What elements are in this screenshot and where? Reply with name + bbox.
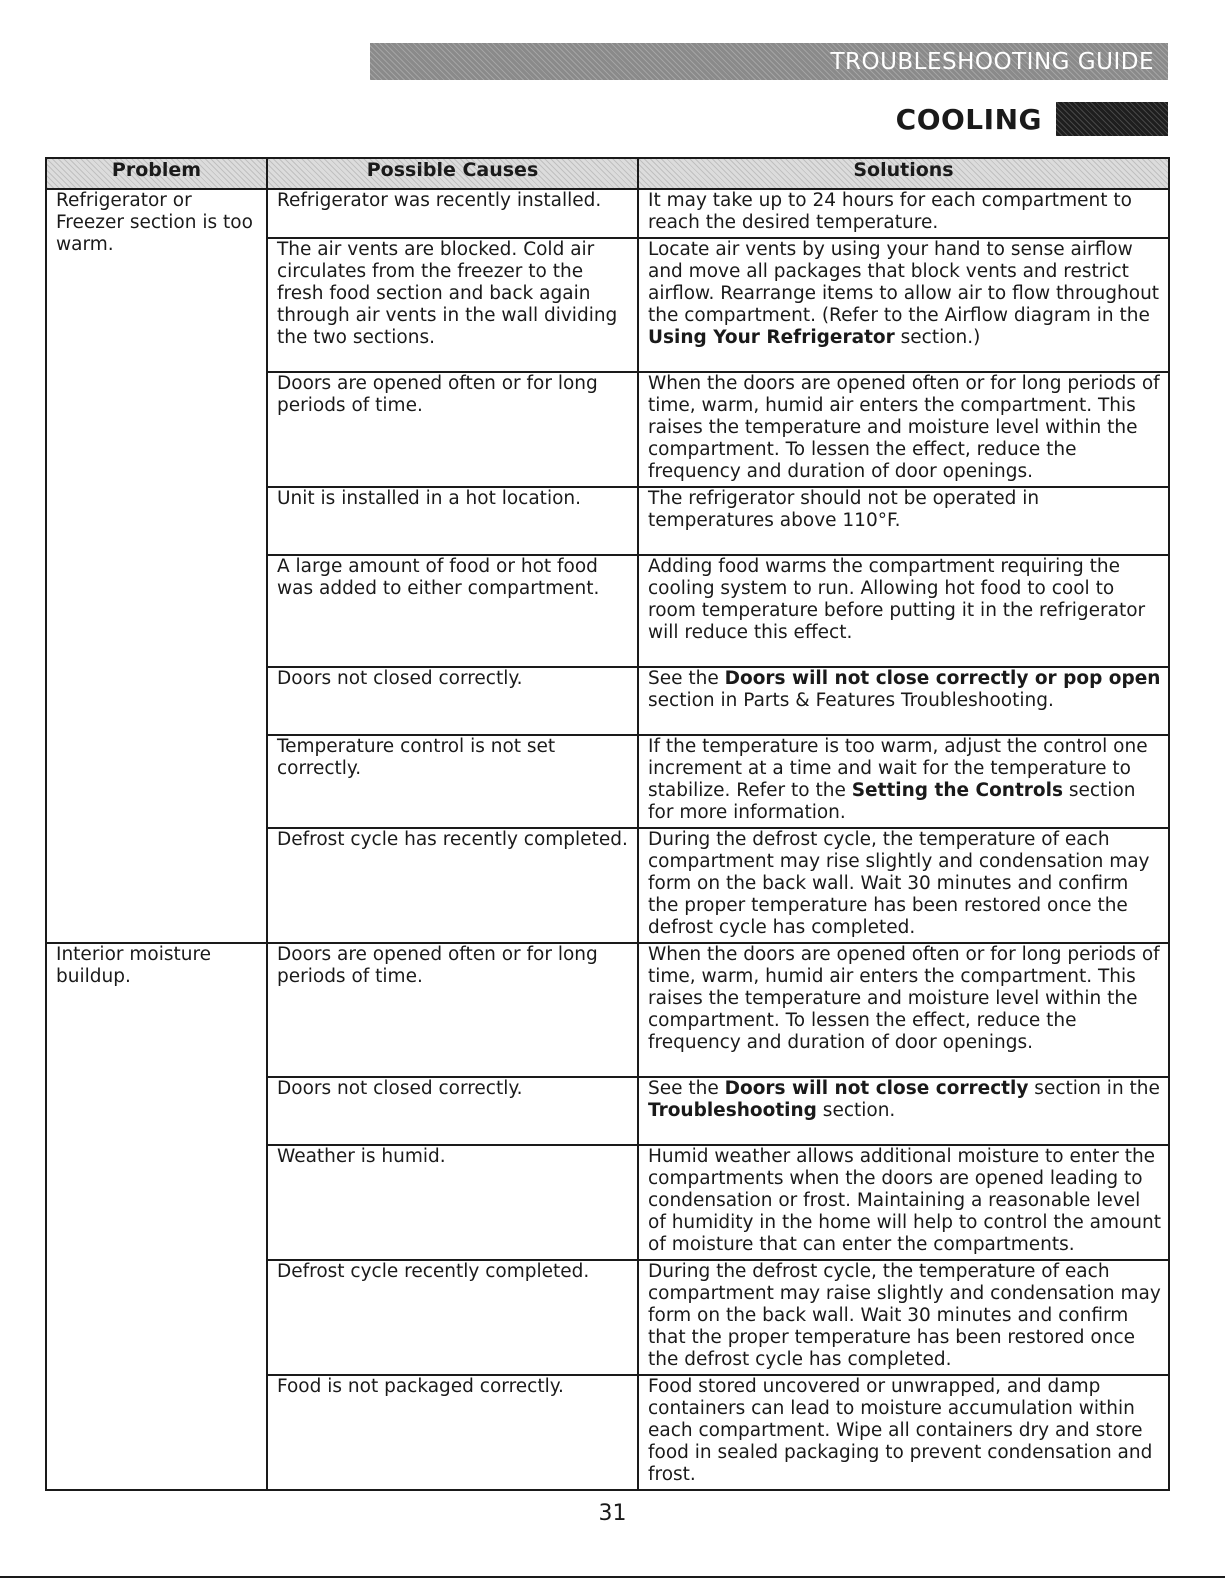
solution-cell (638, 735, 1169, 828)
cause-cell: Doors not closed correctly. (267, 667, 638, 735)
solution-cell (638, 487, 1169, 555)
section-title: COOLING (895, 102, 1042, 136)
section-heading (896, 102, 1168, 136)
cause-cell: Doors are opened often or for long periods of time. (267, 372, 638, 487)
cause-cell: Temperature control is not set correctly. (267, 735, 638, 828)
solution-text: section.) (894, 327, 981, 348)
solution-cell (638, 667, 1169, 735)
section-marker-block (1056, 102, 1168, 136)
table-header-row (46, 158, 1169, 189)
cause-cell: A large amount of food or hot food was added to either compartment. (267, 555, 638, 667)
solution-reference: Doors will not close correctly or pop open (724, 668, 1161, 689)
solution-cell (638, 1145, 1169, 1260)
solution-reference: Setting the Controls (851, 780, 1063, 801)
cause-cell: Unit is installed in a hot location. (267, 487, 638, 555)
troubleshooting-table (45, 157, 1170, 1491)
solution-text: See the (648, 1078, 725, 1099)
cause-cell: Food is not packaged correctly. (267, 1375, 638, 1490)
solution-cell (638, 1077, 1169, 1145)
solution-cell (638, 828, 1169, 943)
solution-reference: Using Your Refrigerator (648, 327, 895, 348)
solution-text: Humid weather allows additional moisture to enter the compartments when the doors are opened leading to condensation or frost. Maintaining a reasonable level of humidity in the home will help to control the amount of moisture that can enter the compartments. (648, 1146, 1161, 1255)
solution-reference: Doors will not close correctly (724, 1078, 1029, 1099)
section-banner (370, 43, 1168, 80)
solution-cell (638, 1375, 1169, 1490)
solution-text: The refrigerator should not be operated in temperatures above 110°F. (648, 488, 1040, 531)
cause-cell: Weather is humid. (267, 1145, 638, 1260)
solution-cell (638, 1260, 1169, 1375)
solution-text: Adding food warms the compartment requiring the cooling system to run. Allowing hot food to cool to room temperature before putting it in the refrigerator will reduce this effect. (648, 556, 1146, 643)
banner-title: TROUBLESHOOTING GUIDE (830, 48, 1154, 75)
solution-text: See the (648, 668, 725, 689)
solution-text: If the temperature is too warm, adjust the control one increment at a time and wait for the temperature to stabilize. Refer to the (648, 736, 1148, 801)
solution-text: section in the (1028, 1078, 1160, 1099)
cause-cell: The air vents are blocked. Cold air circulates from the freezer to the fresh food section and back again through air vents in the wall dividing the two sections. (267, 238, 638, 372)
cause-cell: Doors are opened often or for long periods of time. (267, 943, 638, 1077)
solution-text: When the doors are opened often or for long periods of time, warm, humid air enters the compartment. This raises the temperature and moisture level within the compartment. To lessen the effect, reduce the frequency and duration of door openings. (648, 373, 1160, 482)
solution-cell (638, 943, 1169, 1077)
column-header-problem: Problem (46, 158, 267, 189)
solution-cell (638, 555, 1169, 667)
solution-text: section for more information. (648, 780, 1136, 823)
solution-text: Locate air vents by using your hand to sense airflow and move all packages that block vents and restrict airflow. Rearrange items to allow air to flow throughout the compartment. (Refer to the Airflow diagram in the (648, 239, 1160, 326)
solution-cell (638, 189, 1169, 238)
problem-cell: Refrigerator or Freezer section is too warm. (46, 189, 267, 943)
solution-text: It may take up to 24 hours for each compartment to reach the desired temperature. (648, 190, 1132, 233)
column-header-causes: Possible Causes (267, 158, 638, 189)
bottom-rule (0, 1576, 1225, 1578)
solution-cell (638, 238, 1169, 372)
solution-cell (638, 372, 1169, 487)
cause-cell: Defrost cycle has recently completed. (267, 828, 638, 943)
solution-text: When the doors are opened often or for long periods of time, warm, humid air enters the compartment. This raises the temperature and moisture level within the compartment. To lessen the effect, reduce the frequency and duration of door openings. (648, 944, 1160, 1053)
cause-cell: Refrigerator was recently installed. (267, 189, 638, 238)
table-row (46, 189, 1169, 238)
solution-reference: Troubleshooting (648, 1100, 817, 1121)
solution-text: section in Parts & Features Troubleshooting. (648, 690, 1054, 711)
solution-text: During the defrost cycle, the temperature of each compartment may raise slightly and condensation may form on the back wall. Wait 30 minutes and confirm that the proper temperature has been restored once the defrost cycle has completed. (648, 1261, 1161, 1370)
column-header-solutions: Solutions (638, 158, 1169, 189)
solution-text: During the defrost cycle, the temperature of each compartment may rise slightly and condensation may form on the back wall. Wait 30 minutes and confirm the proper temperature has been restored once the defrost cycle has completed. (648, 829, 1150, 938)
page-number: 31 (598, 1501, 627, 1526)
problem-cell: Interior moisture buildup. (46, 943, 267, 1490)
solution-text: section. (816, 1100, 896, 1121)
cause-cell: Doors not closed correctly. (267, 1077, 638, 1145)
cause-cell: Defrost cycle recently completed. (267, 1260, 638, 1375)
solution-text: Food stored uncovered or unwrapped, and damp containers can lead to moisture accumulation within each compartment. Wipe all containers dry and store food in sealed packaging to prevent condensation and frost. (648, 1376, 1153, 1485)
table-row (46, 943, 1169, 1077)
table-body (46, 189, 1169, 1490)
